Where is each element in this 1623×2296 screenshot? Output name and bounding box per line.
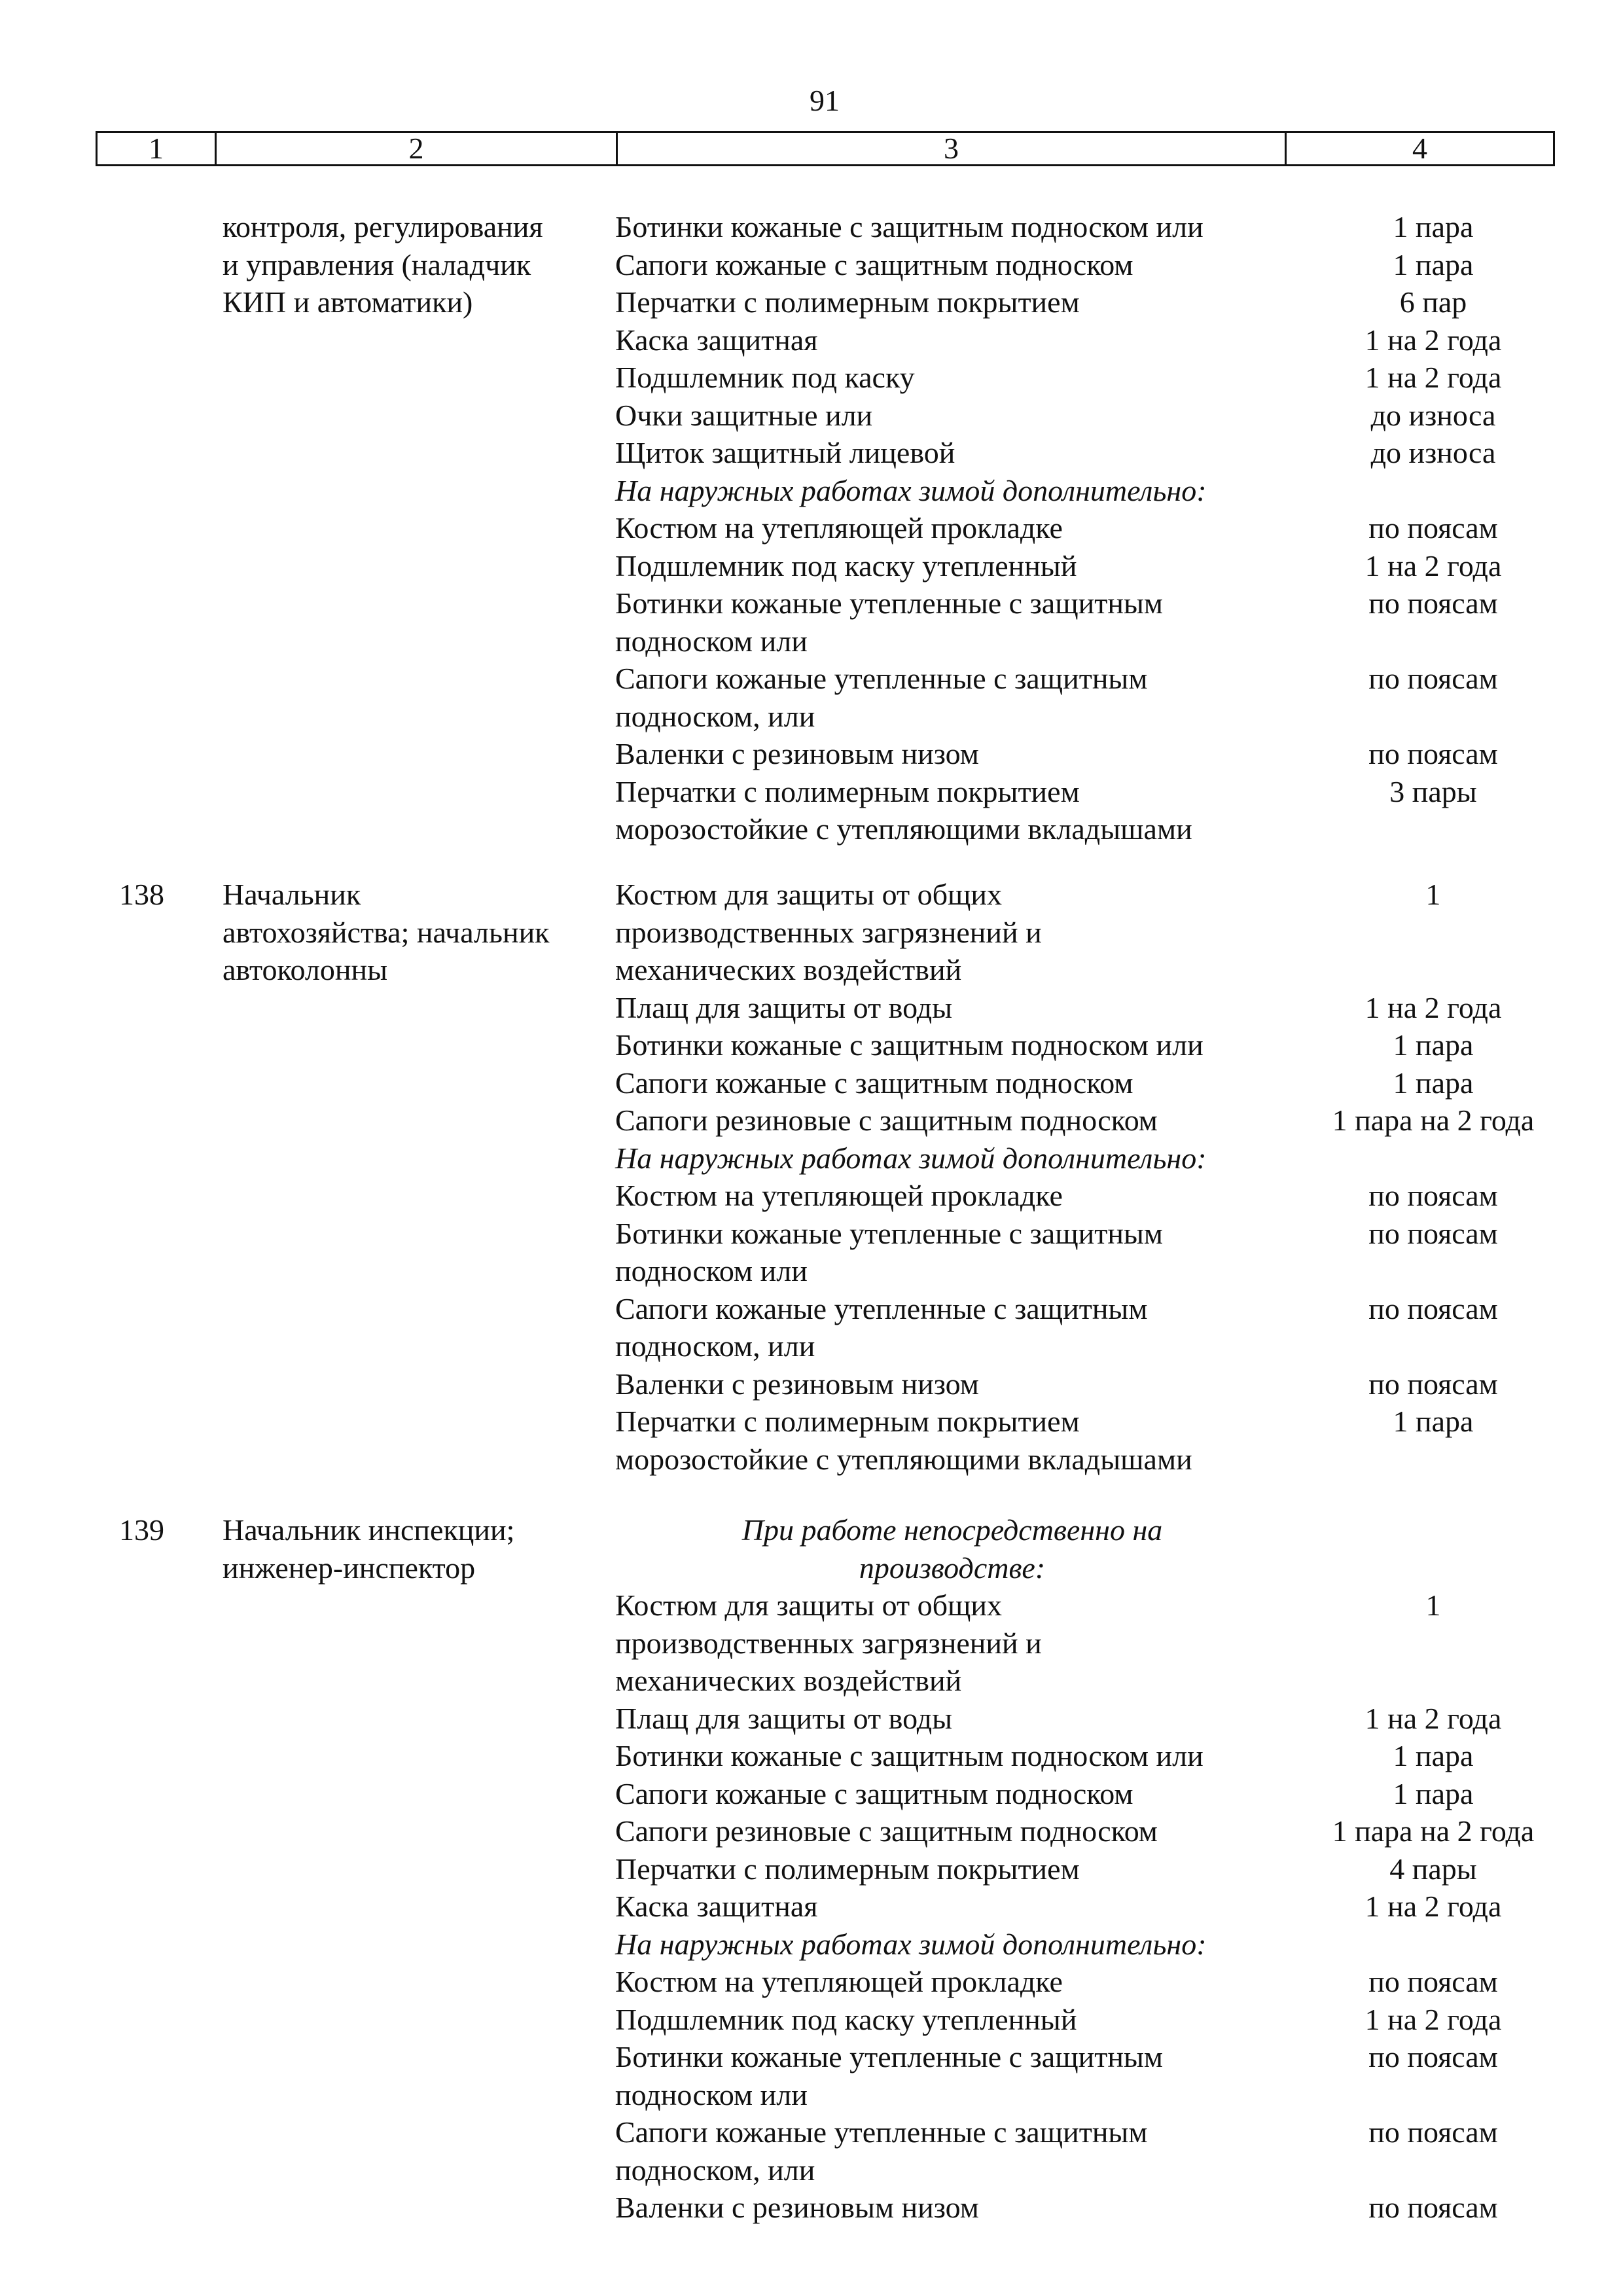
ppe-item-name-line: Валенки с резиновым низом <box>615 737 979 770</box>
ppe-item-name-line: Ботинки кожаные с защитным подноском или <box>615 1739 1204 1772</box>
ppe-item-quantity: 1 на 2 года <box>1364 1890 1502 1923</box>
ppe-item-name-line: Сапоги резиновые с защитным подноском <box>615 1814 1158 1848</box>
ppe-item <box>615 735 1610 773</box>
row-number: 138 <box>119 878 164 911</box>
position-line: инженер-инспектор <box>223 1551 476 1585</box>
ppe-item-quantity: по поясам <box>1368 511 1498 545</box>
ppe-item <box>615 1963 1610 2001</box>
ppe-item-name-line: подноском, или <box>615 1329 815 1363</box>
ppe-item-name-line: Щиток защитный лицевой <box>615 436 955 469</box>
ppe-item-name-line: Сапоги кожаные с защитным подноском <box>615 1776 1133 1810</box>
ppe-item-name-line: Плащ для защиты от воды <box>615 990 953 1024</box>
ppe-item-name <box>615 283 1289 321</box>
ppe-item-name <box>615 1064 1289 1102</box>
ppe-item-quantity: 1 пара <box>1393 1028 1474 1062</box>
ppe-item-name-line: Ботинки кожаные с защитным подноском или <box>615 1028 1204 1062</box>
ppe-item <box>615 1775 1610 1813</box>
position-line: и управления (наладчик <box>223 247 531 281</box>
ppe-item-name <box>615 1102 1289 1139</box>
ppe-item-quantity: 1 на 2 года <box>1364 361 1502 394</box>
ppe-item <box>615 509 1610 547</box>
ppe-item-name-line: Подшлемник под каску <box>615 361 915 394</box>
position-title <box>223 208 589 321</box>
ppe-item-quantity: 1 <box>1425 878 1441 911</box>
ppe-item <box>615 397 1610 435</box>
ppe-item-name <box>615 2113 1289 2189</box>
ppe-item-name-line: Валенки с резиновым низом <box>615 1367 979 1401</box>
ppe-item-name-line: Сапоги резиновые с защитным подноском <box>615 1103 1158 1137</box>
column-header-2: 2 <box>217 133 618 164</box>
ppe-item <box>615 1177 1610 1215</box>
ppe-item-name-line: Перчатки с полимерным покрытием <box>615 774 1080 808</box>
ppe-item-name <box>615 1403 1289 1478</box>
ppe-item-name-line: Перчатки с полимерным покрытием <box>615 1852 1080 1886</box>
ppe-item-quantity: 1 пара <box>1393 210 1474 243</box>
ppe-item-name-line: Плащ для защиты от воды <box>615 1701 953 1735</box>
ppe-item-name-line: Перчатки с полимерным покрытием <box>615 1405 1080 1438</box>
ppe-item-name <box>615 660 1289 735</box>
ppe-item-quantity: по поясам <box>1368 2115 1498 2149</box>
ppe-item-name <box>615 434 1289 472</box>
ppe-item <box>615 1064 1610 1102</box>
ppe-item <box>615 773 1610 848</box>
ppe-item-name-line: морозостойкие с утепляющими вкладышами <box>615 812 1192 846</box>
ppe-item-name-line: Ботинки кожаные утепленные с защитным <box>615 1216 1163 1250</box>
ppe-item-name <box>615 359 1289 397</box>
ppe-item <box>615 1850 1610 1888</box>
ppe-item-name-line: Валенки с резиновым низом <box>615 2191 979 2224</box>
ppe-item-quantity: 3 пары <box>1389 774 1477 808</box>
ppe-item-name-line: производственных загрязнений и <box>615 915 1042 949</box>
ppe-item-name <box>615 2189 1289 2227</box>
ppe-item-quantity: 1 на 2 года <box>1364 323 1502 357</box>
ppe-item-name <box>615 1290 1289 1365</box>
ppe-item-name-line: Перчатки с полимерным покрытием <box>615 285 1080 319</box>
ppe-item-name-line: Сапоги кожаные с защитным подноском <box>615 247 1133 281</box>
position-line: автоколонны <box>223 953 387 986</box>
ppe-item-quantity: 1 <box>1425 1588 1441 1622</box>
ppe-item-name <box>615 1215 1289 1290</box>
subheader-line: При работе непосредственно на <box>741 1513 1163 1547</box>
ppe-item <box>615 321 1610 359</box>
ppe-item-name-line: Костюм для защиты от общих <box>615 1588 1003 1622</box>
ppe-item <box>615 2113 1610 2189</box>
page-number: 91 <box>810 84 840 117</box>
ppe-item-quantity: по поясам <box>1368 1179 1498 1212</box>
ppe-item <box>615 434 1610 472</box>
ppe-item-quantity: 1 пара <box>1393 1739 1474 1772</box>
ppe-item-name <box>615 2038 1289 2113</box>
ppe-item-name-line: Сапоги кожаные утепленные с защитным <box>615 662 1148 695</box>
ppe-item <box>615 1700 1610 1738</box>
ppe-item-name-line: морозостойкие с утепляющими вкладышами <box>615 1442 1192 1476</box>
position-line: КИП и автоматики) <box>223 285 473 319</box>
ppe-item-quantity: по поясам <box>1368 2040 1498 2073</box>
ppe-item-quantity: по поясам <box>1368 662 1498 695</box>
subheader-line: На наружных работах зимой дополнительно: <box>615 473 1207 507</box>
ppe-item-name <box>615 246 1289 284</box>
ppe-item-name <box>615 1587 1289 1700</box>
ppe-item-quantity: 1 пара <box>1393 1066 1474 1100</box>
ppe-item-name <box>615 1177 1289 1215</box>
ppe-item <box>615 246 1610 284</box>
ppe-item-name <box>615 1963 1289 2001</box>
ppe-list <box>615 1511 1610 2227</box>
position-line: Начальник <box>223 878 361 911</box>
ppe-item-quantity: 1 пара <box>1393 247 1474 281</box>
ppe-item-quantity: по поясам <box>1368 586 1498 620</box>
subheader-line: На наружных работах зимой дополнительно: <box>615 1927 1207 1961</box>
ppe-item-name-line: подноском, или <box>615 699 815 733</box>
ppe-item-name-line: Сапоги кожаные утепленные с защитным <box>615 1291 1148 1325</box>
ppe-item-name <box>615 1775 1289 1813</box>
ppe-item-quantity: 1 на 2 года <box>1364 2002 1502 2036</box>
ppe-item-name <box>615 1888 1289 1926</box>
ppe-item-name <box>615 735 1289 773</box>
position-line: автохозяйства; начальник <box>223 915 550 949</box>
ppe-item-name <box>615 1737 1289 1775</box>
ppe-item-name-line: механических воздействий <box>615 1664 962 1697</box>
ppe-item <box>615 2189 1610 2227</box>
ppe-item-name-line: Очки защитные или <box>615 398 873 432</box>
ppe-item-name <box>615 773 1289 848</box>
ppe-item <box>615 1587 1610 1700</box>
ppe-item-name-line: Ботинки кожаные с защитным подноском или <box>615 210 1204 243</box>
ppe-item-quantity: по поясам <box>1368 1291 1498 1325</box>
ppe-item <box>615 208 1610 246</box>
ppe-item-quantity: по поясам <box>1368 737 1498 770</box>
ppe-item-quantity: 1 на 2 года <box>1364 1701 1502 1735</box>
ppe-item-name <box>615 547 1289 585</box>
position-title <box>223 1511 589 1587</box>
ppe-item <box>615 1215 1610 1290</box>
ppe-item-name <box>615 509 1289 547</box>
subheader-line: производстве: <box>859 1551 1046 1585</box>
ppe-item-name-line: Костюм на утепляющей прокладке <box>615 511 1063 545</box>
ppe-item-name <box>615 584 1289 660</box>
ppe-item-quantity: 4 пары <box>1389 1852 1477 1886</box>
ppe-item <box>615 2001 1610 2039</box>
ppe-item-name <box>615 1365 1289 1403</box>
ppe-item-name <box>615 2001 1289 2039</box>
ppe-list <box>615 876 1610 1478</box>
ppe-item <box>615 1290 1610 1365</box>
condition-subheader <box>615 472 1610 510</box>
ppe-item <box>615 989 1610 1027</box>
ppe-item-name-line: Подшлемник под каску утепленный <box>615 2002 1077 2036</box>
ppe-item-name-line: Костюм на утепляющей прокладке <box>615 1965 1063 1998</box>
ppe-item-quantity: 1 на 2 года <box>1364 548 1502 583</box>
ppe-item-quantity: 1 пара на 2 года <box>1332 1103 1535 1137</box>
ppe-item-name <box>615 989 1289 1027</box>
ppe-item <box>615 660 1610 735</box>
ppe-item-name <box>615 1812 1289 1850</box>
subheader-line: На наружных работах зимой дополнительно: <box>615 1141 1207 1175</box>
ppe-item-quantity: по поясам <box>1368 2191 1498 2224</box>
ppe-item-quantity: 1 пара <box>1393 1405 1474 1438</box>
ppe-item-name <box>615 397 1289 435</box>
ppe-item-name <box>615 1850 1289 1888</box>
ppe-item-name-line: Сапоги кожаные утепленные с защитным <box>615 2115 1148 2149</box>
ppe-list <box>615 208 1610 848</box>
ppe-item-quantity: по поясам <box>1368 1965 1498 1998</box>
ppe-item-quantity: 1 на 2 года <box>1364 990 1502 1024</box>
ppe-item-quantity: по поясам <box>1368 1216 1498 1250</box>
ppe-item-name-line: подноском или <box>615 1254 808 1287</box>
ppe-item <box>615 1026 1610 1064</box>
condition-subheader <box>615 1511 1289 1587</box>
ppe-item <box>615 1812 1610 1850</box>
ppe-item <box>615 1737 1610 1775</box>
ppe-item-name-line: Ботинки кожаные утепленные с защитным <box>615 2040 1163 2073</box>
column-header-3: 3 <box>618 133 1287 164</box>
column-header-1: 1 <box>98 133 217 164</box>
ppe-item-quantity: до износа <box>1370 436 1496 469</box>
ppe-item-name-line: Каска защитная <box>615 1890 818 1923</box>
ppe-item-quantity: 6 пар <box>1399 285 1467 319</box>
column-header-row <box>96 131 1555 166</box>
condition-subheader <box>615 1139 1610 1177</box>
ppe-item <box>615 2038 1610 2113</box>
ppe-item-quantity: 1 пара на 2 года <box>1332 1814 1535 1848</box>
ppe-item-quantity: до износа <box>1370 398 1496 432</box>
ppe-item-name-line: Ботинки кожаные утепленные с защитным <box>615 586 1163 620</box>
ppe-item-name-line: подноском или <box>615 624 808 658</box>
ppe-item <box>615 1403 1610 1478</box>
ppe-item-name-line: подноском, или <box>615 2153 815 2187</box>
ppe-item <box>615 876 1610 989</box>
ppe-item-name <box>615 876 1289 989</box>
condition-subheader <box>615 1926 1610 1964</box>
ppe-item-name <box>615 1026 1289 1064</box>
position-title <box>223 876 589 989</box>
ppe-item <box>615 1888 1610 1926</box>
ppe-item-name-line: подноском или <box>615 2077 808 2111</box>
ppe-item <box>615 1365 1610 1403</box>
ppe-item-quantity: 1 пара <box>1393 1776 1474 1810</box>
ppe-item-name <box>615 208 1289 246</box>
row-number: 139 <box>119 1513 164 1547</box>
ppe-item-quantity: по поясам <box>1368 1367 1498 1401</box>
ppe-item-name <box>615 1700 1289 1738</box>
ppe-item <box>615 584 1610 660</box>
ppe-item-name-line: Подшлемник под каску утепленный <box>615 548 1077 583</box>
ppe-item <box>615 547 1610 585</box>
ppe-item-name-line: Костюм на утепляющей прокладке <box>615 1179 1063 1212</box>
ppe-item <box>615 359 1610 397</box>
ppe-item <box>615 283 1610 321</box>
ppe-item-name <box>615 321 1289 359</box>
ppe-item-name-line: Сапоги кожаные с защитным подноском <box>615 1066 1133 1100</box>
column-header-4: 4 <box>1412 132 1427 165</box>
ppe-item <box>615 1102 1610 1139</box>
position-line: контроля, регулирования <box>223 210 543 243</box>
ppe-item-name-line: Каска защитная <box>615 323 818 357</box>
ppe-item-name-line: производственных загрязнений и <box>615 1626 1042 1660</box>
ppe-item-name-line: Костюм для защиты от общих <box>615 878 1003 911</box>
ppe-item-name-line: механических воздействий <box>615 953 962 986</box>
position-line: Начальник инспекции; <box>223 1513 515 1547</box>
